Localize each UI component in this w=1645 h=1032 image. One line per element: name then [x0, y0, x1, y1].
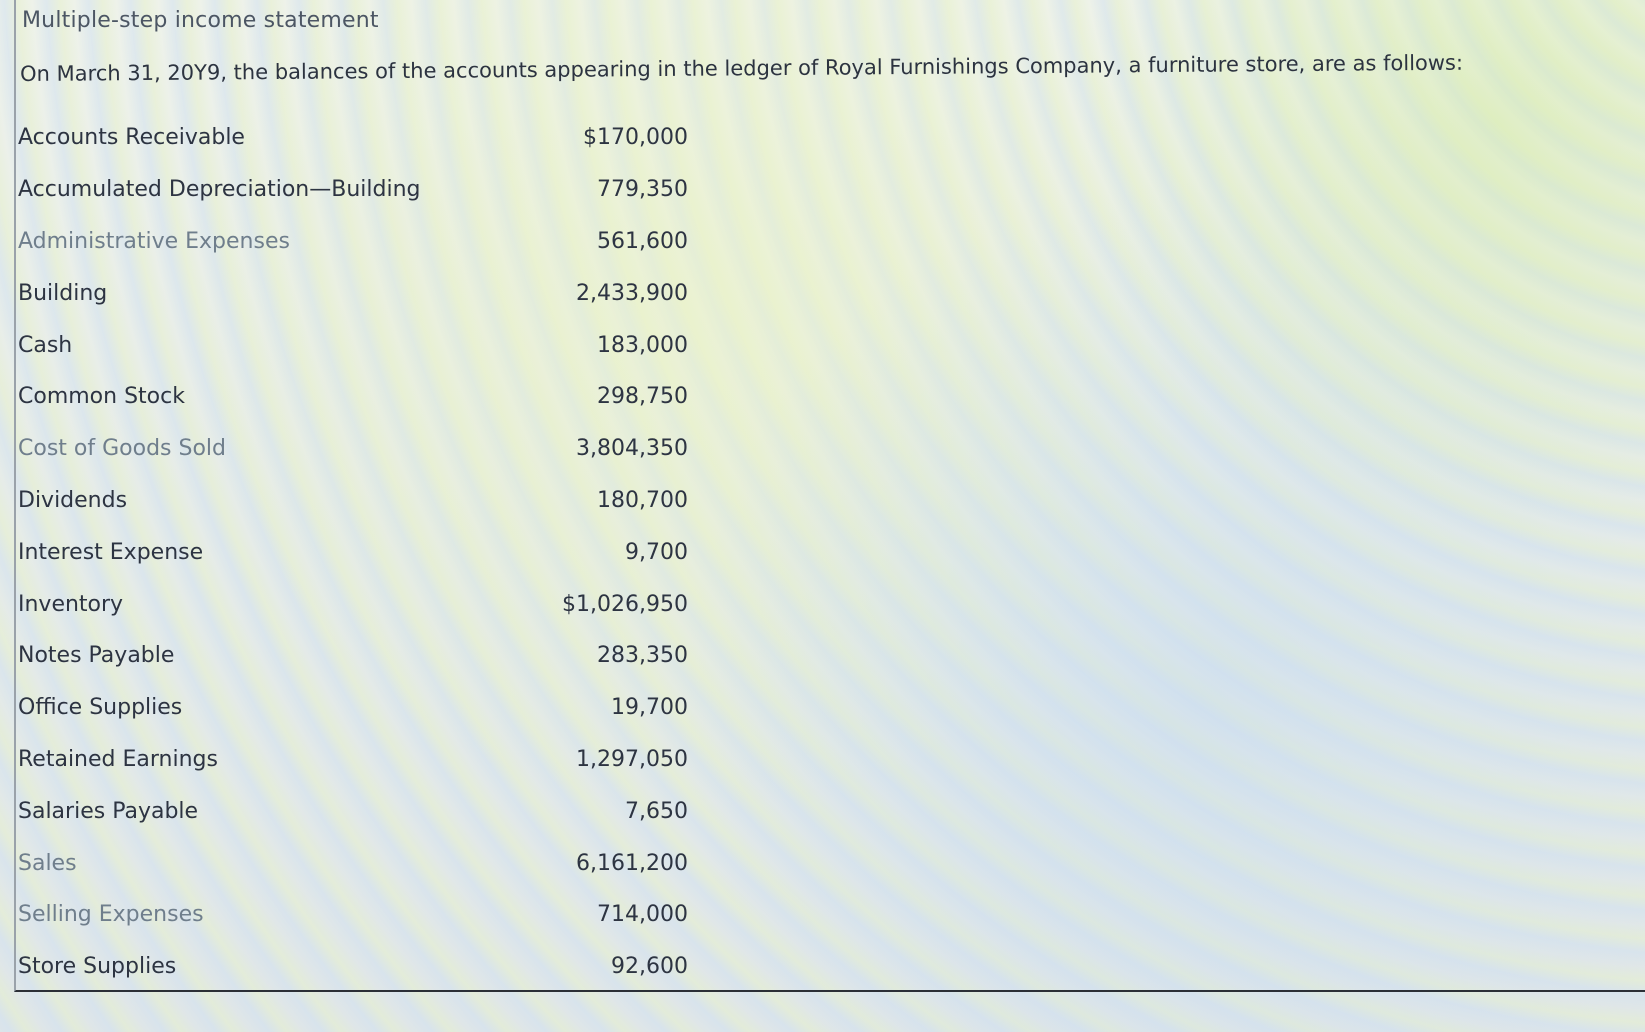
- account-amount: 1,297,050: [576, 746, 688, 772]
- account-amount: 6,161,200: [576, 850, 688, 876]
- account-amount: 298,750: [597, 384, 688, 410]
- account-row: [18, 371, 688, 423]
- account-label: Salaries Payable: [18, 798, 199, 824]
- account-row: [18, 785, 688, 837]
- account-label: Dividends: [18, 487, 128, 513]
- problem-panel: [14, 0, 1645, 992]
- account-label: Administrative Expenses: [18, 228, 290, 254]
- account-amount: 779,350: [597, 177, 688, 203]
- account-label: Interest Expense: [18, 539, 204, 565]
- account-row: [18, 475, 688, 527]
- account-row: [18, 216, 688, 268]
- account-label: Inventory: [18, 591, 124, 617]
- account-label: Selling Expenses: [18, 902, 204, 928]
- account-amount: 183,000: [597, 332, 688, 358]
- account-row: [18, 578, 688, 630]
- account-label: Store Supplies: [18, 954, 177, 980]
- account-amount: $1,026,950: [562, 591, 688, 617]
- account-label: Sales: [18, 850, 77, 876]
- account-amount: 3,804,350: [576, 436, 688, 462]
- account-row: [18, 423, 688, 475]
- account-amount: 561,600: [597, 228, 688, 254]
- account-label: Cash: [18, 332, 73, 358]
- intro-text: On March 31, 20Y9, the balances of the accounts appearing in the ledger of Royal Furnishings Company, a furniture store, are as follows:: [20, 50, 1464, 86]
- account-amount: 19,700: [611, 695, 688, 721]
- account-amount: $170,000: [583, 125, 688, 151]
- account-label: Office Supplies: [18, 695, 183, 721]
- account-label: Accumulated Depreciation—Building: [18, 177, 421, 203]
- account-amount: 714,000: [597, 902, 688, 928]
- account-balances-table: [18, 112, 688, 993]
- account-label: Retained Earnings: [18, 746, 218, 772]
- account-row: [18, 630, 688, 682]
- account-amount: 92,600: [611, 954, 688, 980]
- account-label: Building: [18, 280, 108, 306]
- account-amount: 283,350: [597, 643, 688, 669]
- account-label: Notes Payable: [18, 643, 175, 669]
- account-row: [18, 164, 688, 216]
- account-row: [18, 112, 688, 164]
- account-row: [18, 526, 688, 578]
- account-row: [18, 837, 688, 889]
- account-row: [18, 889, 688, 941]
- account-amount: 2,433,900: [576, 280, 688, 306]
- section-title: Multiple-step income statement: [22, 8, 379, 33]
- account-amount: 180,700: [597, 487, 688, 513]
- account-row: [18, 319, 688, 371]
- account-amount: 9,700: [625, 539, 688, 565]
- account-row: [18, 682, 688, 734]
- account-label: Accounts Receivable: [18, 125, 245, 151]
- account-label: Cost of Goods Sold: [18, 436, 226, 462]
- account-row: [18, 267, 688, 319]
- account-label: Common Stock: [18, 384, 185, 410]
- account-amount: 7,650: [625, 798, 688, 824]
- account-row: [18, 734, 688, 786]
- account-row: [18, 941, 688, 993]
